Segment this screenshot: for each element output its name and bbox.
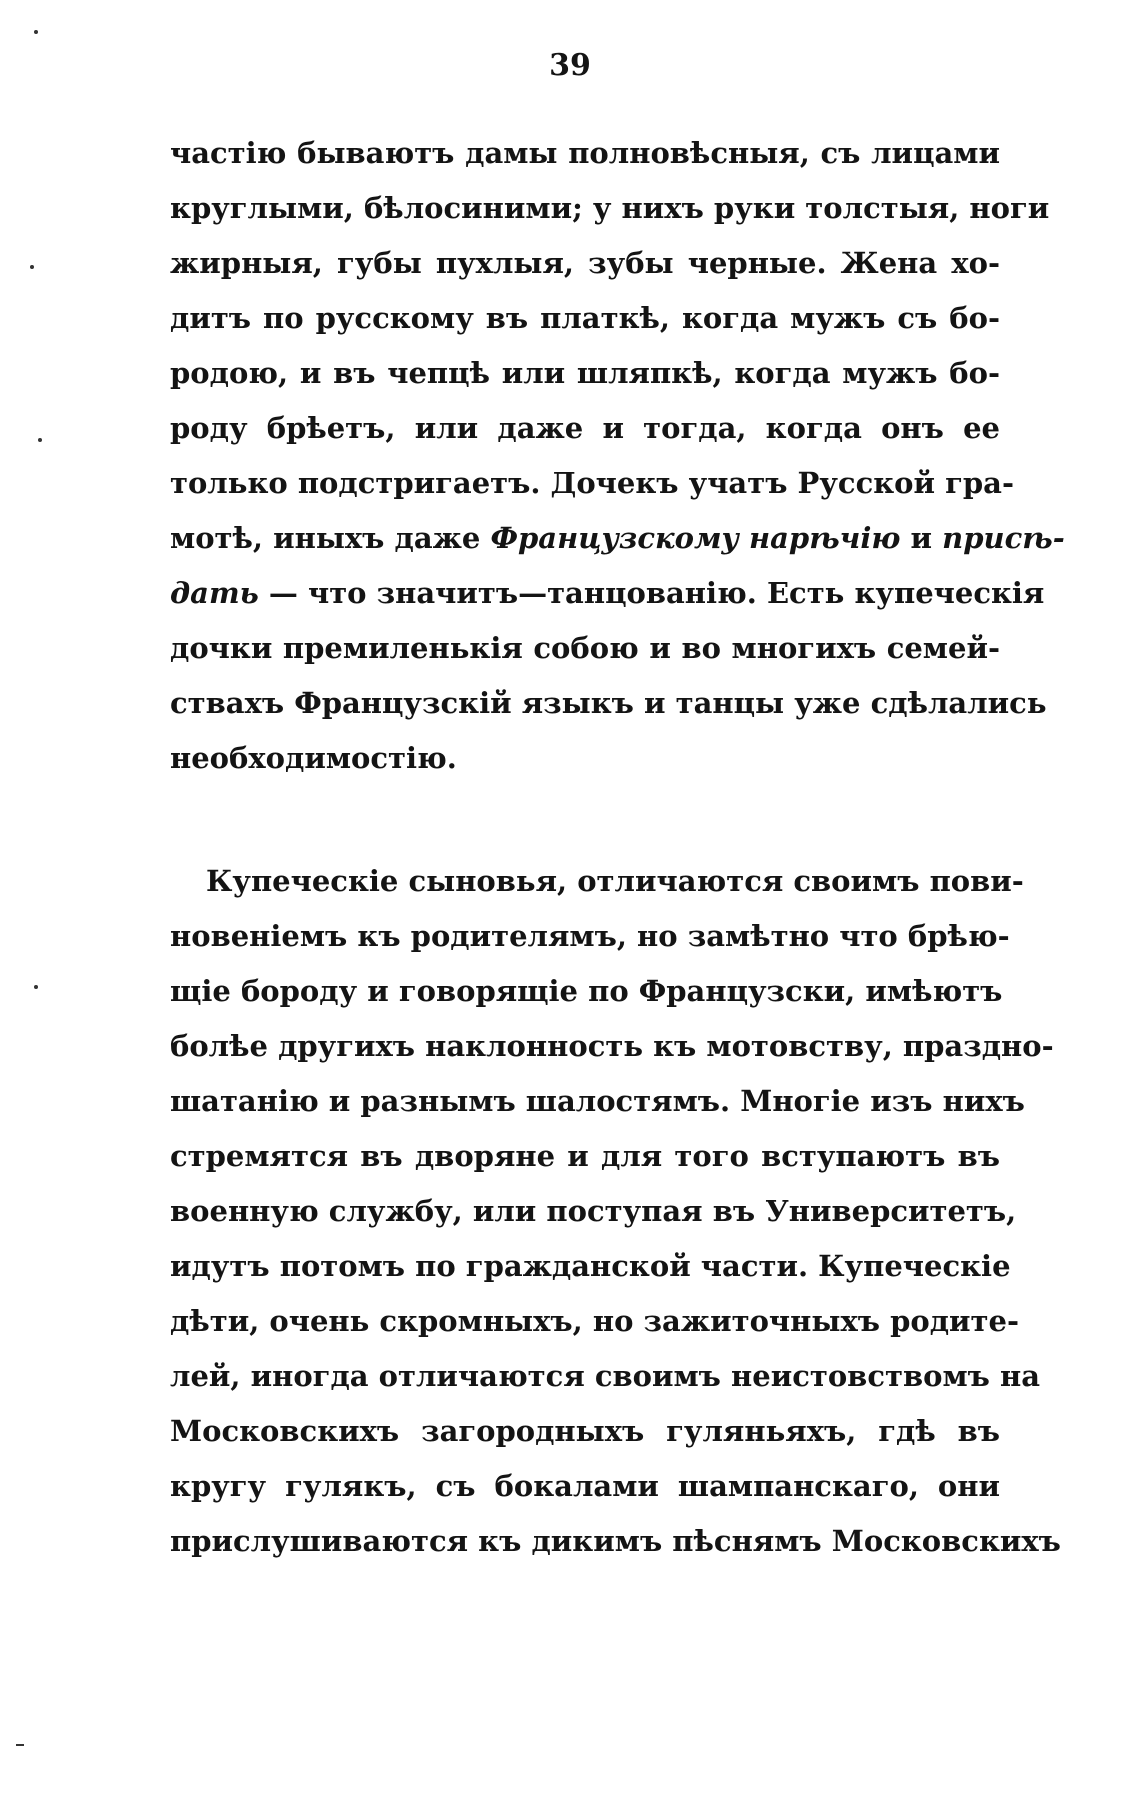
text-line: только подстригаетъ. Дочекъ учатъ Русской гра- [170,466,1014,500]
text-line: необходимостію. [170,741,457,775]
text-line: военную службу, или поступая въ Университетъ, [170,1194,1017,1228]
text-line: Купеческіе сыновья, отличаются своимъ пови- [206,864,1024,898]
italic-phrase: присѣ- [942,521,1065,555]
text-line: прислушиваются къ дикимъ пѣснямъ Московскихъ [170,1524,1061,1558]
text-segment: и [900,521,943,555]
text-line: шатанію и разнымъ шалостямъ. Многіе изъ нихъ [170,1084,1025,1118]
paragraph-2 [170,854,1061,1569]
text-line: идутъ потомъ по гражданской части. Купеческіе [170,1249,1011,1283]
text-line [170,511,1065,566]
italic-phrase: Французскому нарѣчію [490,521,901,555]
text-line: дѣти, очень скромныхъ, но зажиточныхъ родите- [170,1304,1019,1338]
text-line: новеніемъ къ родителямъ, но замѣтно что брѣю- [170,919,1010,953]
scan-speck [16,1744,24,1746]
text-line: дочки премиленькія собою и во многихъ семей- [170,631,1000,665]
text-line: кругу гулякъ, съ бокалами шампанскаго, они [170,1469,1000,1503]
scan-speck [34,30,38,34]
text-line: круглыми, бѣлосиними; у нихъ руки толстыя, ноги [170,191,1050,225]
text-line: лей, иногда отличаются своимъ неистовствомъ на [170,1359,1040,1393]
text-line: родою, и въ чепцѣ или шляпкѣ, когда мужъ бо- [170,356,1000,390]
scan-speck [34,985,38,989]
text-segment: — что значитъ—танцованію. Есть купеческія [258,576,1045,610]
text-line [170,566,1045,621]
text-line: ствахъ Французскій языкъ и танцы уже сдѣлались [170,686,1047,720]
page-number: 39 [549,48,591,83]
text-line: дитъ по русскому въ платкѣ, когда мужъ съ бо- [170,301,1000,335]
text-line: частію бываютъ дамы полновѣсныя, съ лицами [170,136,1000,170]
text-line: Московскихъ загородныхъ гуляньяхъ, гдѣ въ [170,1414,1000,1448]
scan-speck [38,438,42,442]
paragraph-1 [170,126,1065,786]
text-line: роду брѣетъ, или даже и тогда, когда онъ ее [170,411,1000,445]
text-line: щіе бороду и говорящіе по Французски, имѣютъ [170,974,1003,1008]
text-line: болѣе другихъ наклонность къ мотовству, праздно- [170,1029,1054,1063]
text-line: стремятся въ дворяне и для того вступаютъ въ [170,1139,1000,1173]
italic-phrase: дать [170,576,259,610]
text-line: жирныя, губы пухлыя, зубы черные. Жена хо- [170,246,1000,280]
scan-speck [30,265,34,269]
text-segment: мотѣ, иныхъ даже [170,521,491,555]
